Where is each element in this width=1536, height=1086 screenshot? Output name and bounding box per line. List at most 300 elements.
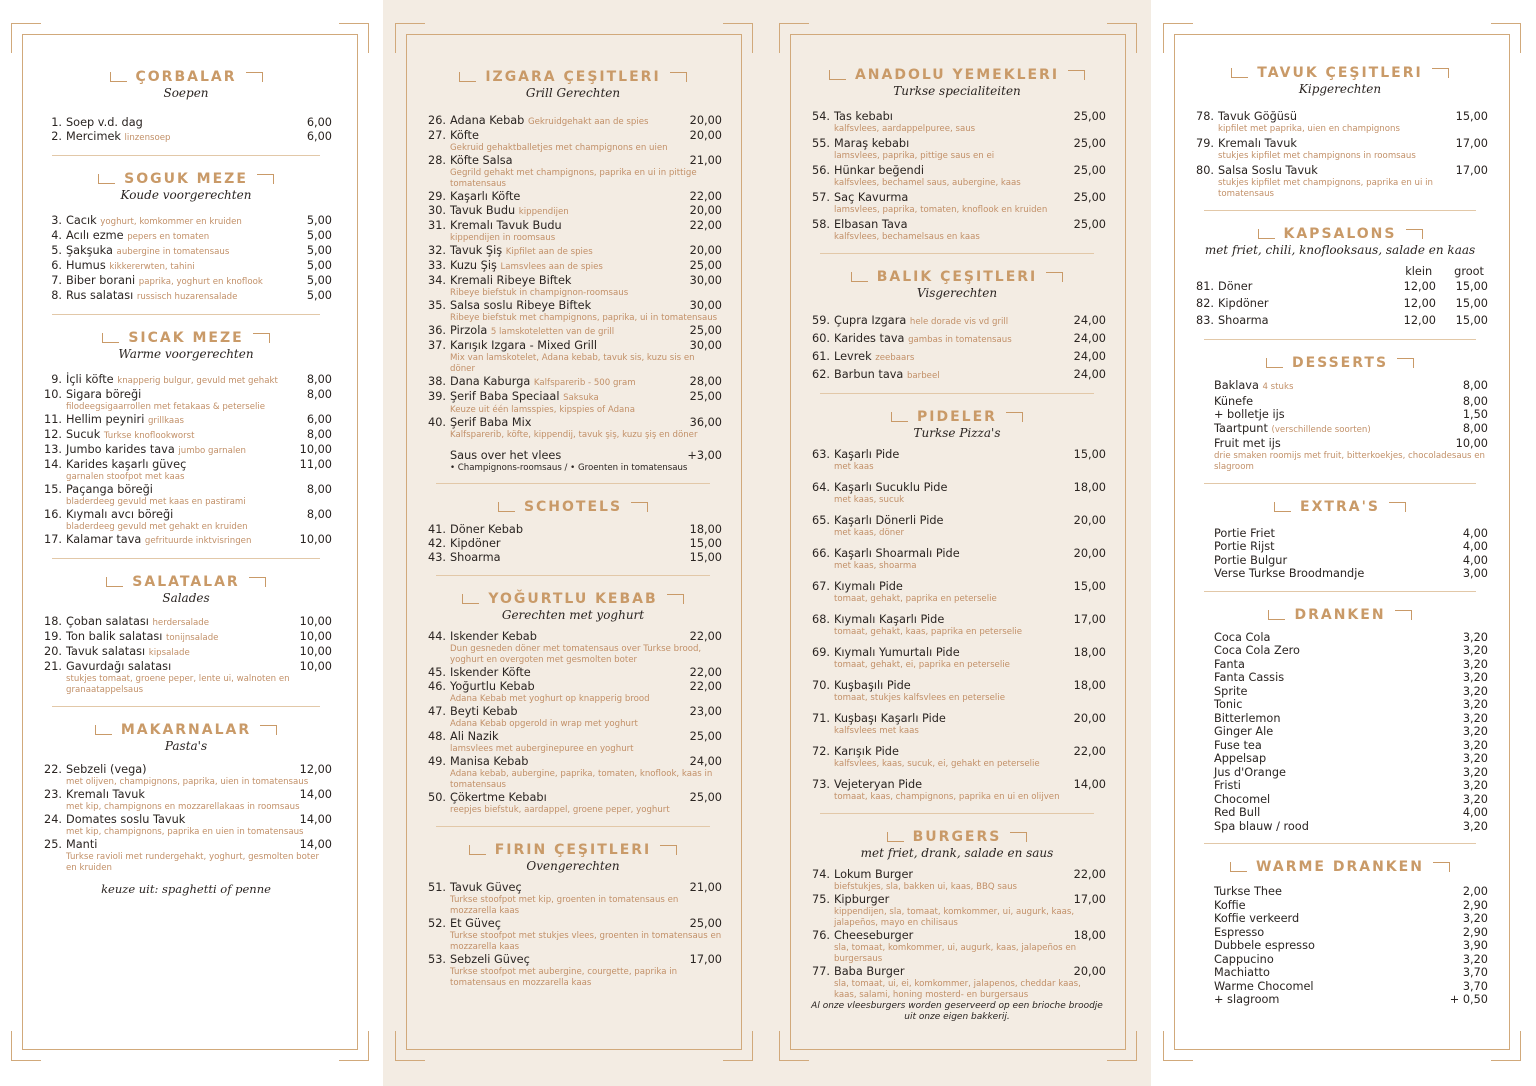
menu-item: [1192, 885, 1488, 899]
item-price: 4,00: [1462, 540, 1488, 553]
item-subdescription: met kaas, sucuk: [834, 495, 905, 505]
item-name: Maraş kebabı: [834, 137, 910, 150]
menu-item: [808, 514, 1106, 539]
menu-item: [40, 259, 332, 274]
sauce-price: +3,00: [687, 449, 722, 462]
item-price: 22,00: [689, 680, 722, 693]
menu-item: [1192, 164, 1488, 200]
item-price: 25,00: [1073, 191, 1106, 204]
menu-item: [40, 645, 332, 660]
item-price: 20,00: [1073, 514, 1106, 527]
menu-item: [1192, 312, 1488, 329]
item-number: 49.: [428, 755, 446, 768]
item-price: 3,20: [1462, 698, 1488, 711]
menu-item: [1192, 110, 1488, 135]
item-number: 82.: [1196, 297, 1214, 310]
item-name: Şerif Baba Mix: [450, 416, 532, 429]
menu-item: [1192, 793, 1488, 807]
item-name: Pirzola: [450, 324, 488, 337]
item-number: 65.: [812, 514, 830, 527]
item-number: 53.: [428, 953, 446, 966]
item-number: 23.: [44, 788, 62, 801]
item-name: Hünkar beğendi: [834, 164, 925, 177]
item-subdescription: drie smaken roomijs met fruit, bitterkoekjes, chocoladesaus en slagroom: [1214, 450, 1485, 472]
item-price: 14,00: [299, 813, 332, 826]
item-name: Appelsap: [1214, 752, 1267, 765]
item-number: 16.: [44, 508, 62, 521]
item-price: 15,00: [689, 537, 722, 550]
item-name: Sebzeli Güveç: [450, 953, 530, 966]
item-number: 62.: [812, 368, 830, 381]
item-description: herdersalade: [152, 618, 210, 628]
item-price: 4,00: [1462, 526, 1488, 540]
menu-item: [808, 218, 1106, 243]
item-number: 69.: [812, 646, 830, 659]
item-name: Sprite: [1214, 684, 1248, 698]
item-number: 14.: [44, 458, 62, 471]
item-description: kipsalade: [148, 648, 190, 658]
menu-item: [40, 763, 332, 788]
item-number: 40.: [428, 416, 446, 429]
item-price: 4,00: [1462, 553, 1488, 567]
item-name: Kremali Ribeye Biftek: [450, 274, 572, 287]
item-price: 10,00: [299, 443, 332, 456]
item-price: 3,70: [1462, 966, 1488, 979]
menu-item: [40, 413, 332, 428]
item-description: linzensoep: [124, 133, 171, 143]
item-name: Sebzeli (vega): [66, 763, 147, 776]
item-number: 45.: [428, 666, 446, 679]
item-subdescription: lamsvlees, paprika, pittige saus en ei: [834, 151, 995, 161]
menu-item: [808, 679, 1106, 704]
menu-item: [1192, 926, 1488, 940]
item-subdescription: Mix van lamskotelet, Adana kebab, tavuk sis, kuzu sis en döner: [450, 353, 695, 374]
item-description: gambas in tomatensaus: [908, 335, 1012, 345]
item-description: jumbo garnalen: [178, 446, 246, 456]
section-subtitle: Soepen: [163, 86, 209, 100]
menu-item: [40, 289, 332, 304]
item-name: Verse Turkse Broodmandje: [1214, 567, 1365, 580]
menu-item: [424, 953, 722, 989]
section-title: WARME DRANKEN: [1221, 859, 1459, 875]
item-price: 3,20: [1462, 657, 1488, 671]
item-price: 3,20: [1462, 765, 1488, 779]
section-subtitle: Ovengerechten: [526, 859, 620, 873]
menu-item: [40, 660, 332, 696]
item-name: Sucuk: [66, 428, 101, 441]
menu-item: [1192, 658, 1488, 672]
item-description: 4 stuks: [1262, 382, 1294, 392]
section-title: TAVUK ÇEŞITLERI: [1222, 65, 1457, 81]
item-name: Shoarma: [1218, 314, 1269, 327]
item-name: Tavuk Göğüsü: [1218, 110, 1297, 123]
menu-item: [424, 551, 722, 565]
item-number: 52.: [428, 917, 446, 930]
item-subdescription: Turkse ravioli met rundergehakt, yoghurt, gesmolten boter en kruiden: [66, 852, 320, 873]
menu-item: [40, 116, 332, 130]
item-price: 22,00: [1073, 745, 1106, 758]
item-subdescription: met kip, champignons en mozzarellakaas in roomsaus: [66, 802, 300, 812]
item-price: 14,00: [1073, 778, 1106, 791]
item-number: 1.: [51, 116, 62, 129]
menu-item: [424, 730, 722, 755]
item-price: 5,00: [306, 274, 332, 287]
item-subdescription: stukjes tomaat, groene peper, lente ui, walnoten en granaatappelsaus: [66, 674, 290, 695]
item-number: 43.: [428, 551, 446, 564]
item-number: 17.: [44, 533, 62, 546]
item-name: Karışık Pide: [834, 745, 899, 758]
section-extras: [1192, 496, 1488, 581]
item-name: Kuşbaşılı Pide: [834, 679, 911, 692]
price-small: 12,00: [1403, 280, 1436, 293]
menu-item: [1192, 820, 1488, 834]
price-small: 12,00: [1403, 297, 1436, 310]
item-number: 15.: [44, 483, 62, 496]
item-number: 20.: [44, 645, 62, 658]
item-name: Yoğurtlu Kebab: [450, 680, 535, 693]
item-number: 68.: [812, 613, 830, 626]
item-subdescription: Turkse stoofpot met kip, groenten in tomatensaus en mozzarella kaas: [450, 895, 679, 916]
menu-item: [424, 204, 722, 219]
item-price: 8,00: [306, 508, 332, 521]
item-number: 27.: [428, 129, 446, 142]
item-name: Kremalı Tavuk: [66, 788, 145, 801]
item-price: 20,00: [1073, 965, 1106, 978]
menu-item: [1192, 379, 1488, 395]
item-number: 67.: [812, 580, 830, 593]
menu-item: [1192, 422, 1488, 438]
item-number: 78.: [1196, 110, 1214, 123]
item-description: pepers en tomaten: [127, 232, 210, 242]
item-number: 6.: [51, 259, 62, 272]
section-makarnalar: [40, 719, 332, 896]
item-name: Şerif Baba Speciaal: [450, 390, 560, 403]
menu-item: [1192, 899, 1488, 913]
item-number: 55.: [812, 137, 830, 150]
section-subtitle: Kipgerechten: [1298, 82, 1382, 96]
item-description: knapperig bulgur, gevuld met gehakt: [117, 376, 278, 386]
item-subdescription: kalfsvlees, bechamelsaus en kaas: [834, 232, 980, 242]
item-name: Adana Kebab: [450, 114, 525, 127]
item-description: Lamsvlees aan de spies: [500, 262, 603, 272]
item-name: Ton balik salatası: [66, 630, 163, 643]
menu-item: [40, 214, 332, 229]
item-name: Soep v.d. dag: [66, 116, 143, 129]
menu-item: [40, 130, 332, 145]
item-price: 20,00: [1073, 547, 1106, 560]
item-description: zeebaars: [875, 353, 915, 363]
menu-item: [1192, 712, 1488, 726]
item-description: kikkererwten, tahini: [109, 262, 195, 272]
menu-item: [1192, 631, 1488, 645]
item-name: Köfte: [450, 129, 479, 142]
item-name: Kipdöner: [1218, 297, 1269, 310]
item-subdescription: kippendijen, sla, tomaat, komkommer, ui, augurk, kaas, jalapeños, mayo en chilisaus: [834, 907, 1075, 928]
section-yogurtlu: [424, 588, 722, 816]
menu-item: [1192, 278, 1488, 295]
section-subtitle: Koude voorgerechten: [120, 188, 252, 202]
menu-item: [40, 428, 332, 443]
item-name: İçli köfte: [66, 373, 114, 386]
menu-item: [424, 129, 722, 154]
item-name: Elbasan Tava: [834, 218, 908, 231]
section-sicak-meze: [40, 327, 332, 548]
menu-item: [424, 339, 722, 375]
item-name: Tas kebabı: [834, 110, 893, 123]
item-price: 24,00: [1073, 314, 1106, 327]
item-name: Kuşbaşı Kaşarlı Pide: [834, 712, 946, 725]
menu-item: [808, 332, 1106, 347]
item-price: 23,00: [689, 705, 722, 718]
item-subdescription: Dun gesneden döner met tomatensaus over Turkse brood, yoghurt en overgoten met gesmolten boter: [450, 644, 702, 665]
item-subdescription: lamsvlees met auberginepuree en yoghurt: [450, 744, 634, 754]
item-name: Biber borani: [66, 274, 136, 287]
item-price: 18,00: [689, 523, 722, 536]
col-header-groot: groot: [1454, 265, 1484, 278]
column-3: [808, 64, 1106, 1023]
item-number: 28.: [428, 154, 446, 167]
item-name: Karışık Izgara - Mixed Grill: [450, 339, 598, 352]
item-price: 3,20: [1462, 752, 1488, 765]
menu-item: [808, 350, 1106, 365]
item-subdescription: Turkse stoofpot met stukjes vlees, groenten in tomatensaus en mozzarella kaas: [450, 931, 722, 952]
pasta-note: keuze uit: spaghetti of penne: [101, 882, 271, 896]
item-name: Turkse Thee: [1214, 885, 1282, 898]
item-number: 50.: [428, 791, 446, 804]
item-price: 30,00: [689, 299, 722, 312]
menu-item: [424, 375, 722, 390]
section-title: BALIK ÇEŞITLERI: [842, 269, 1073, 285]
item-number: 71.: [812, 712, 830, 725]
item-name: Paçanga böreği: [66, 483, 153, 496]
item-price: 25,00: [689, 390, 722, 403]
item-name: Portie Rijst: [1214, 540, 1275, 553]
item-name: Kaşarlı Dönerli Pide: [834, 514, 944, 527]
item-price: 25,00: [689, 730, 722, 743]
item-description: Saksuka: [563, 393, 599, 403]
item-number: 51.: [428, 881, 446, 894]
item-price: 28,00: [689, 375, 722, 388]
item-description: barbeel: [906, 371, 940, 381]
item-price: 3,20: [1462, 912, 1488, 925]
item-name: Salsa Soslu Tavuk: [1218, 164, 1318, 177]
menu-item: [40, 838, 332, 874]
item-name: Tonic: [1214, 698, 1243, 711]
item-number: 2.: [51, 130, 62, 143]
item-name: Kremalı Tavuk Budu: [450, 219, 562, 232]
item-number: 41.: [428, 523, 446, 536]
section-title: FIRIN ÇEŞITLERI: [460, 842, 687, 858]
menu-item: [808, 448, 1106, 473]
item-name: Karides tava: [834, 332, 905, 345]
menu-item: [424, 523, 722, 537]
item-number: 10.: [44, 388, 62, 401]
item-number: 8.: [51, 289, 62, 302]
item-number: 32.: [428, 244, 446, 257]
item-subdescription: lamsvlees, paprika, tomaten, knoflook en kruiden: [834, 205, 1048, 215]
menu-item: [1192, 752, 1488, 766]
menu-item: [808, 481, 1106, 506]
item-name: Chocomel: [1214, 792, 1271, 806]
menu-item: [1192, 295, 1488, 312]
item-name: Kıymalı Pide: [834, 580, 903, 593]
item-name: Espresso: [1214, 925, 1265, 939]
menu-item: [1192, 554, 1488, 568]
item-subdescription: Gegrild gehakt met champignons, paprika en ui in pittige tomatensaus: [450, 168, 697, 189]
menu-item: [808, 778, 1106, 803]
item-subdescription: garnalen stoofpot met kaas: [66, 472, 185, 482]
item-number: 66.: [812, 547, 830, 560]
item-number: 26.: [428, 114, 446, 127]
item-subdescription: Kalfsparerib, köfte, kippendij, tavuk şiş, kuzu şiş en döner: [450, 430, 698, 440]
item-name: Fuse tea: [1214, 738, 1262, 752]
item-number: 56.: [812, 164, 830, 177]
column-2: [424, 66, 722, 989]
item-price: 8,00: [306, 483, 332, 496]
item-subdescription: tomaat, gehakt, kaas, paprika en peterselie: [834, 627, 1023, 637]
item-price: 30,00: [689, 339, 722, 352]
item-price: 5,00: [306, 229, 332, 242]
item-price: 3,20: [1462, 819, 1488, 833]
menu-item: [808, 191, 1106, 216]
item-number: 72.: [812, 745, 830, 758]
item-price: 25,00: [1073, 110, 1106, 123]
menu-item: [808, 868, 1106, 893]
item-name: Sigara böreği: [66, 388, 142, 401]
item-subdescription: bladerdeeg gevuld met kaas en pastirami: [66, 497, 246, 507]
item-subdescription: Turkse stoofpot met aubergine, courgette, paprika in tomatensaus en mozzarella kaas: [450, 967, 678, 988]
item-number: 77.: [812, 965, 830, 978]
menu-item: [424, 881, 722, 917]
item-name: Jus d'Orange: [1214, 765, 1286, 779]
item-name: Iskender Kebab: [450, 630, 537, 643]
item-name: Shoarma: [450, 551, 501, 564]
menu-item: [40, 630, 332, 645]
item-price: 14,00: [299, 838, 332, 851]
item-name: + slagroom: [1214, 993, 1280, 1006]
item-number: 36.: [428, 324, 446, 337]
item-price: 5,00: [306, 214, 332, 227]
menu-item: [808, 110, 1106, 135]
menu-item: [808, 137, 1106, 162]
menu-item: [424, 274, 722, 299]
menu-item: [424, 114, 722, 129]
item-number: 7.: [51, 274, 62, 287]
menu-item: [40, 533, 332, 548]
item-price: 3,20: [1462, 725, 1488, 738]
item-description: hele dorade vis vd grill: [909, 317, 1009, 327]
item-subdescription: kippendijen in roomsaus: [450, 233, 556, 243]
menu-item: [424, 680, 722, 705]
item-price: 2,90: [1462, 898, 1488, 912]
item-name: Acılı ezme: [66, 229, 124, 242]
item-name: Portie Friet: [1214, 526, 1275, 540]
menu-item: [40, 274, 332, 289]
menu-item: [40, 508, 332, 533]
item-price: 2,90: [1462, 925, 1488, 939]
menu-item: [40, 443, 332, 458]
item-name: Domates soslu Tavuk: [66, 813, 186, 826]
item-price: 17,00: [1455, 164, 1488, 177]
menu-item: [808, 646, 1106, 671]
item-name: Künefe: [1214, 394, 1254, 408]
section-subtitle: Warme voorgerechten: [118, 347, 254, 361]
section-title: ANADOLU YEMEKLERI: [820, 67, 1094, 83]
item-description: Kalfsparerib - 500 gram: [533, 378, 636, 388]
menu-item: [1192, 698, 1488, 712]
section-title: PIDELER: [882, 409, 1032, 425]
item-number: 81.: [1196, 280, 1214, 293]
section-title: MAKARNALAR: [86, 722, 286, 738]
item-number: 30.: [428, 204, 446, 217]
menu-item: [1192, 671, 1488, 685]
item-name: Kaşarlı Pide: [834, 448, 900, 461]
menu-item: [808, 745, 1106, 770]
item-price: + 0,50: [1449, 993, 1488, 1006]
item-price: 11,00: [299, 458, 332, 471]
item-price: 8,00: [1462, 379, 1488, 392]
section-dranken: [1192, 604, 1488, 834]
item-number: 46.: [428, 680, 446, 693]
item-price: 10,00: [299, 533, 332, 546]
menu-item: [40, 388, 332, 413]
item-name: Baklava: [1214, 379, 1259, 392]
item-number: 44.: [428, 630, 446, 643]
item-name: Taartpunt: [1214, 421, 1268, 435]
item-price: 6,00: [306, 413, 332, 426]
item-price: 8,00: [1462, 394, 1488, 408]
item-number: 22.: [44, 763, 62, 776]
item-number: 29.: [428, 190, 446, 203]
item-price: 20,00: [689, 204, 722, 217]
item-name: Kaşarlı Sucuklu Pide: [834, 481, 948, 494]
menu-item: [808, 314, 1106, 329]
item-name: Fruit met ijs: [1214, 437, 1281, 450]
menu-item: [1192, 408, 1488, 422]
item-name: Fanta: [1214, 657, 1245, 671]
item-name: Tavuk Şiş: [450, 244, 503, 257]
item-description: Kipfilet aan de spies: [505, 247, 593, 257]
section-corbalar: [40, 66, 332, 145]
item-price: 8,00: [306, 428, 332, 441]
item-price: 22,00: [689, 666, 722, 679]
item-number: 38.: [428, 375, 446, 388]
item-price: 24,00: [1073, 332, 1106, 345]
item-number: 61.: [812, 350, 830, 363]
item-price: 24,00: [689, 755, 722, 768]
item-number: 39.: [428, 390, 446, 403]
item-price: 3,20: [1462, 630, 1488, 644]
item-name: Coca Cola: [1214, 630, 1271, 644]
item-name: Cappucino: [1214, 952, 1274, 966]
item-price: 15,00: [1073, 580, 1106, 593]
item-subdescription: Ribeye biefstuk in champignon-roomsaus: [450, 288, 629, 298]
price-large: 15,00: [1455, 280, 1488, 293]
section-title: IZGARA ÇEŞITLERI: [450, 69, 695, 85]
item-number: 34.: [428, 274, 446, 287]
price-large: 15,00: [1455, 297, 1488, 310]
item-price: 18,00: [1073, 929, 1106, 942]
item-name: + bolletje ijs: [1214, 408, 1285, 421]
item-name: Dana Kaburga: [450, 375, 531, 388]
item-name: Dubbele espresso: [1214, 939, 1315, 952]
item-subdescription: Ribeye biefstuk met champignons, paprika, ui in tomatensaus: [450, 313, 718, 323]
item-name: Döner: [1218, 280, 1253, 293]
item-description: Gekruidgehakt aan de spies: [527, 117, 649, 127]
menu-item: [1192, 644, 1488, 658]
item-price: 8,00: [306, 373, 332, 386]
item-description: tonijnsalade: [166, 633, 219, 643]
